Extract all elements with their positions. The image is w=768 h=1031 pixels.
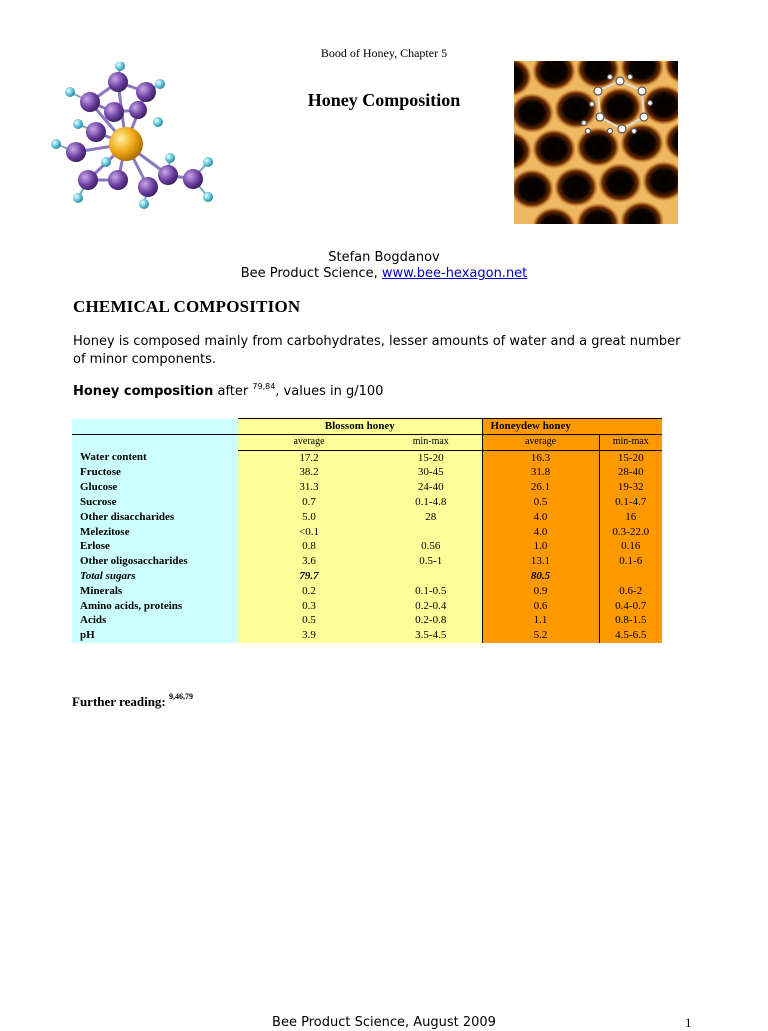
table-cell: 16	[599, 510, 662, 525]
table-cell: 19-32	[599, 480, 662, 495]
further-reading-refs: 9,46,79	[169, 692, 194, 701]
row-label: Glucose	[72, 480, 238, 495]
author-affiliation	[0, 266, 768, 282]
table-cell	[380, 569, 482, 584]
table-cell: 0.8	[238, 539, 380, 554]
further-reading-label: Further reading:	[72, 694, 170, 709]
table-cell: 3.5-4.5	[380, 628, 482, 643]
table-cell: 0.3-22.0	[599, 525, 662, 540]
table-cell: 17.2	[238, 450, 380, 465]
table-row	[72, 554, 662, 569]
affiliation-text: Bee Product Science,	[240, 266, 382, 281]
author-name: Stefan Bogdanov	[328, 250, 440, 265]
row-label: Acids	[72, 613, 238, 628]
caption-after: after	[213, 384, 253, 399]
row-label: Total sugars	[72, 569, 238, 584]
intro-paragraph: Honey is composed mainly from carbohydrates, lesser amounts of water and a great number of minor components.	[73, 334, 681, 367]
hexagon-microscopy-image	[514, 61, 678, 224]
table-cell: 15-20	[380, 450, 482, 465]
table-cell: 0.1-4.7	[599, 495, 662, 510]
table-row	[72, 480, 662, 495]
row-label: Melezitose	[72, 525, 238, 540]
running-head: Bood of Honey, Chapter 5	[320, 46, 448, 60]
table-cell: 4.0	[482, 510, 599, 525]
table-cell: 16.3	[482, 450, 599, 465]
table-cell: 31.3	[238, 480, 380, 495]
table-cell: 0.56	[380, 539, 482, 554]
blossom-honey-header: Blossom honey	[238, 419, 482, 435]
table-cell: 0.1-4.8	[380, 495, 482, 510]
table-cell: 15-20	[599, 450, 662, 465]
table-row	[72, 613, 662, 628]
table-row	[72, 525, 662, 540]
table-cell: 80.5	[482, 569, 599, 584]
honeydew-minmax-header: min-max	[599, 434, 662, 450]
table-subheader-row	[72, 434, 662, 450]
table-cell: 0.9	[482, 584, 599, 599]
page-title: Honey Composition	[307, 90, 461, 110]
table-cell: 31.8	[482, 465, 599, 480]
caption-rest: , values in g/100	[275, 384, 384, 399]
table-group-header-row	[72, 419, 662, 435]
table-cell: 24-40	[380, 480, 482, 495]
honeydew-honey-header: Honeydew honey	[482, 419, 662, 435]
table-cell: 0.6	[482, 599, 599, 614]
table-cell: 1.1	[482, 613, 599, 628]
table-row	[72, 584, 662, 599]
table-cell: 3.9	[238, 628, 380, 643]
table-subheader-corner	[72, 434, 238, 450]
caption-refs: 79,84	[252, 382, 276, 391]
row-label: Other disaccharides	[72, 510, 238, 525]
table-cell: 4.0	[482, 525, 599, 540]
molecule-illustration	[48, 62, 218, 210]
page-number: 1	[685, 1015, 692, 1030]
table-cell: 0.16	[599, 539, 662, 554]
table-cell: 38.2	[238, 465, 380, 480]
row-label: Other oligosaccharides	[72, 554, 238, 569]
table-cell: 4.5-6.5	[599, 628, 662, 643]
table-cell: 5.2	[482, 628, 599, 643]
table-cell: 0.3	[238, 599, 380, 614]
table-row	[72, 539, 662, 554]
table-cell: 0.5	[482, 495, 599, 510]
table-row	[72, 450, 662, 465]
row-label: pH	[72, 628, 238, 643]
table-corner	[72, 419, 238, 435]
author-block	[0, 250, 768, 282]
row-label: Water content	[72, 450, 238, 465]
table-row	[72, 599, 662, 614]
table-cell: 79.7	[238, 569, 380, 584]
further-reading	[72, 694, 193, 710]
page-footer: Bee Product Science, August 2009	[272, 1015, 496, 1030]
row-label: Amino acids, proteins	[72, 599, 238, 614]
row-label: Minerals	[72, 584, 238, 599]
table-cell: 0.6-2	[599, 584, 662, 599]
section-heading: CHEMICAL COMPOSITION	[73, 297, 301, 316]
honey-composition-table	[72, 418, 662, 643]
table-cell: 28	[380, 510, 482, 525]
table-cell: 0.7	[238, 495, 380, 510]
table-row	[72, 465, 662, 480]
table-cell	[599, 569, 662, 584]
honeydew-average-header: average	[482, 434, 599, 450]
table-cell: 13.1	[482, 554, 599, 569]
table-cell: <0.1	[238, 525, 380, 540]
table-cell: 0.2	[238, 584, 380, 599]
row-label: Sucrose	[72, 495, 238, 510]
table-caption	[73, 384, 383, 399]
blossom-minmax-header: min-max	[380, 434, 482, 450]
table-cell: 0.2-0.4	[380, 599, 482, 614]
caption-bold: Honey composition	[73, 384, 214, 399]
table-row	[72, 495, 662, 510]
table-row	[72, 628, 662, 643]
row-label: Erlose	[72, 539, 238, 554]
table-cell: 28-40	[599, 465, 662, 480]
table-cell: 1.0	[482, 539, 599, 554]
table-row	[72, 569, 662, 584]
table-cell: 0.1-6	[599, 554, 662, 569]
table-row	[72, 510, 662, 525]
website-link[interactable]: www.bee-hexagon.net	[381, 266, 528, 281]
table-cell: 0.4-0.7	[599, 599, 662, 614]
table-cell: 26.1	[482, 480, 599, 495]
table-cell: 30-45	[380, 465, 482, 480]
table-cell: 0.1-0.5	[380, 584, 482, 599]
blossom-average-header: average	[238, 434, 380, 450]
table-cell	[380, 525, 482, 540]
table-cell: 0.5	[238, 613, 380, 628]
table-cell: 5.0	[238, 510, 380, 525]
table-cell: 0.5-1	[380, 554, 482, 569]
table-cell: 0.8-1.5	[599, 613, 662, 628]
row-label: Fructose	[72, 465, 238, 480]
table-cell: 0.2-0.8	[380, 613, 482, 628]
table-cell: 3.6	[238, 554, 380, 569]
